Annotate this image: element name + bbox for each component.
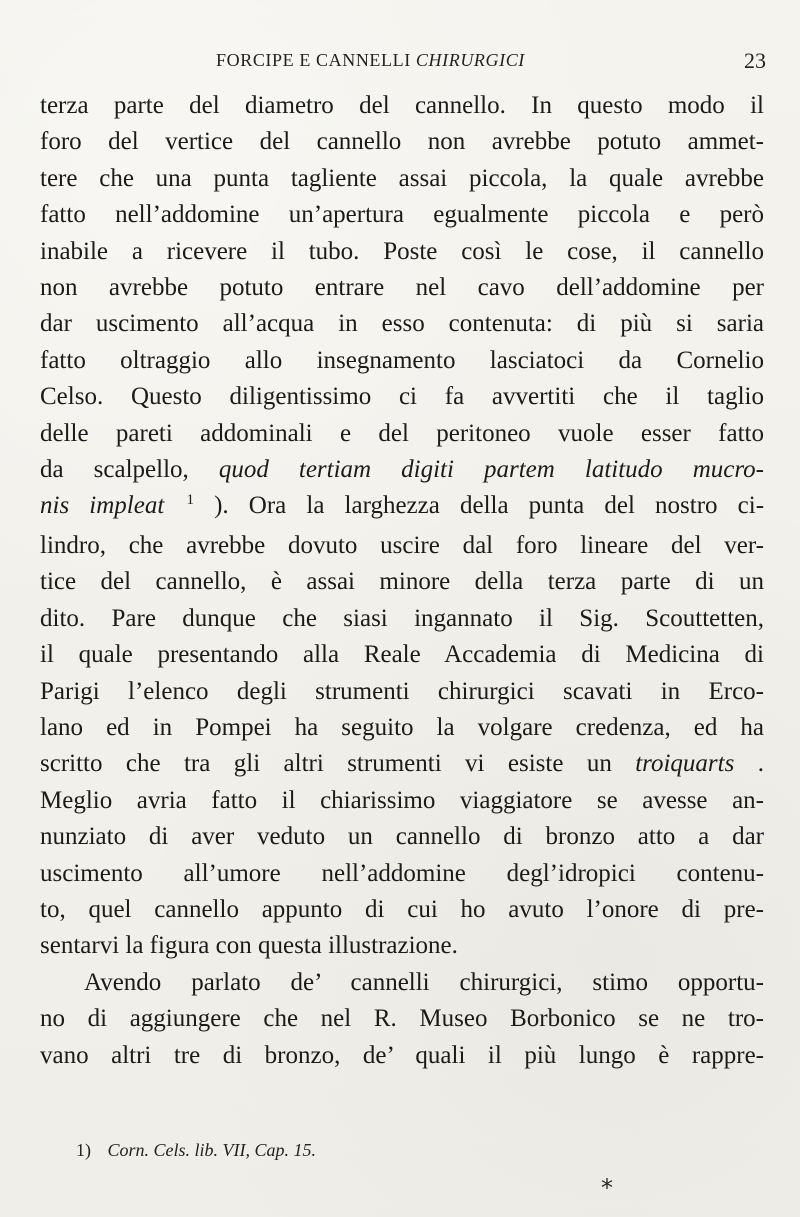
text-line: delle pareti addominali e del peritoneo vuole esser fatto <box>40 419 764 447</box>
footnote <box>76 1140 726 1161</box>
text-fragment: . <box>757 750 764 778</box>
text-line: nunziato di aver veduto un cannello di bronzo atto a dar <box>40 823 764 851</box>
text-line: fatto nell’addomine un’apertura egualmente piccola e però <box>40 201 764 229</box>
text-line: no di aggiungere che nel R. Museo Borbonico se ne tro- <box>40 1005 764 1033</box>
text-line: Parigi l’elenco degli strumenti chirurgici scavati in Erco- <box>40 677 764 705</box>
running-head-title <box>216 50 525 71</box>
text-line: terza parte del diametro del cannello. In questo modo il <box>40 92 764 119</box>
running-head-title-italic: CHIRURGICI <box>415 50 525 70</box>
text-line: lindro, che avrebbe dovuto uscire dal foro lineare del ver- <box>40 531 764 559</box>
text-line: non avrebbe potuto entrare nel cavo dell’addomine per <box>40 274 764 302</box>
text-line: sentarvi la figura con questa illustrazione. <box>40 932 458 960</box>
text-fragment: ). Ora la larghezza della punta del nostro ci- <box>214 492 764 520</box>
text-line: tere che una punta tagliente assai piccola, la quale avrebbe <box>40 164 764 192</box>
text-line: dar uscimento all’acqua in esso contenuta: di più si saria <box>40 310 764 338</box>
text-line-with-footnote-reference <box>40 488 764 527</box>
paragraph-start-line: Avendo parlato de’ cannelli chirurgici, stimo opportu- <box>84 968 764 996</box>
text-line-with-italic-term <box>40 746 764 782</box>
text-fragment: da scalpello, <box>40 456 219 484</box>
text-line: Meglio avria fatto il chiarissimo viaggiatore se avesse an- <box>40 786 764 814</box>
latin-quote-fragment: nis impleat <box>40 492 165 520</box>
text-fragment: scritto che tra gli altri strumenti vi esiste un <box>40 750 636 778</box>
text-line: to, quel cannello appunto di cui ho avuto l’onore di pre- <box>40 895 764 923</box>
text-line: tice del cannello, è assai minore della terza parte di un <box>40 568 764 596</box>
signature-mark: * <box>601 1174 613 1202</box>
text-line: uscimento all’umore nell’addomine degl’idropici contenu- <box>40 859 764 887</box>
text-line: fatto oltraggio allo insegnamento lasciatoci da Cornelio <box>40 346 764 374</box>
footnote-marker: 1) <box>76 1140 91 1160</box>
text-line: foro del vertice del cannello non avrebbe potuto ammet- <box>40 128 764 156</box>
text-line: Celso. Questo diligentissimo ci fa avvertiti che il taglio <box>40 383 764 411</box>
text-line: inabile a ricevere il tubo. Poste così le cose, il cannello <box>40 237 764 265</box>
text-line: vano altri tre di bronzo, de’ quali il più lungo è rappre- <box>40 1041 764 1069</box>
latin-quote-fragment: quod tertiam digiti partem latitudo mucro- <box>218 456 764 484</box>
text-line: il quale presentando alla Reale Accademia di Medicina di <box>40 641 764 669</box>
text-line: lano ed in Pompei ha seguito la volgare credenza, ed ha <box>40 713 764 741</box>
italic-term: troiquarts <box>635 750 735 778</box>
footnote-text: Corn. Cels. lib. VII, Cap. 15. <box>107 1140 317 1160</box>
page-number: 23 <box>744 48 766 73</box>
main-text-block <box>40 88 764 1074</box>
running-head-title-plain: FORCIPE E CANNELLI <box>216 50 411 70</box>
text-line: dito. Pare dunque che siasi ingannato il Sig. Scouttetten, <box>40 604 764 632</box>
text-line-with-italic-quote <box>40 452 764 488</box>
running-head <box>216 50 766 78</box>
footnote-reference: 1 <box>186 492 194 509</box>
